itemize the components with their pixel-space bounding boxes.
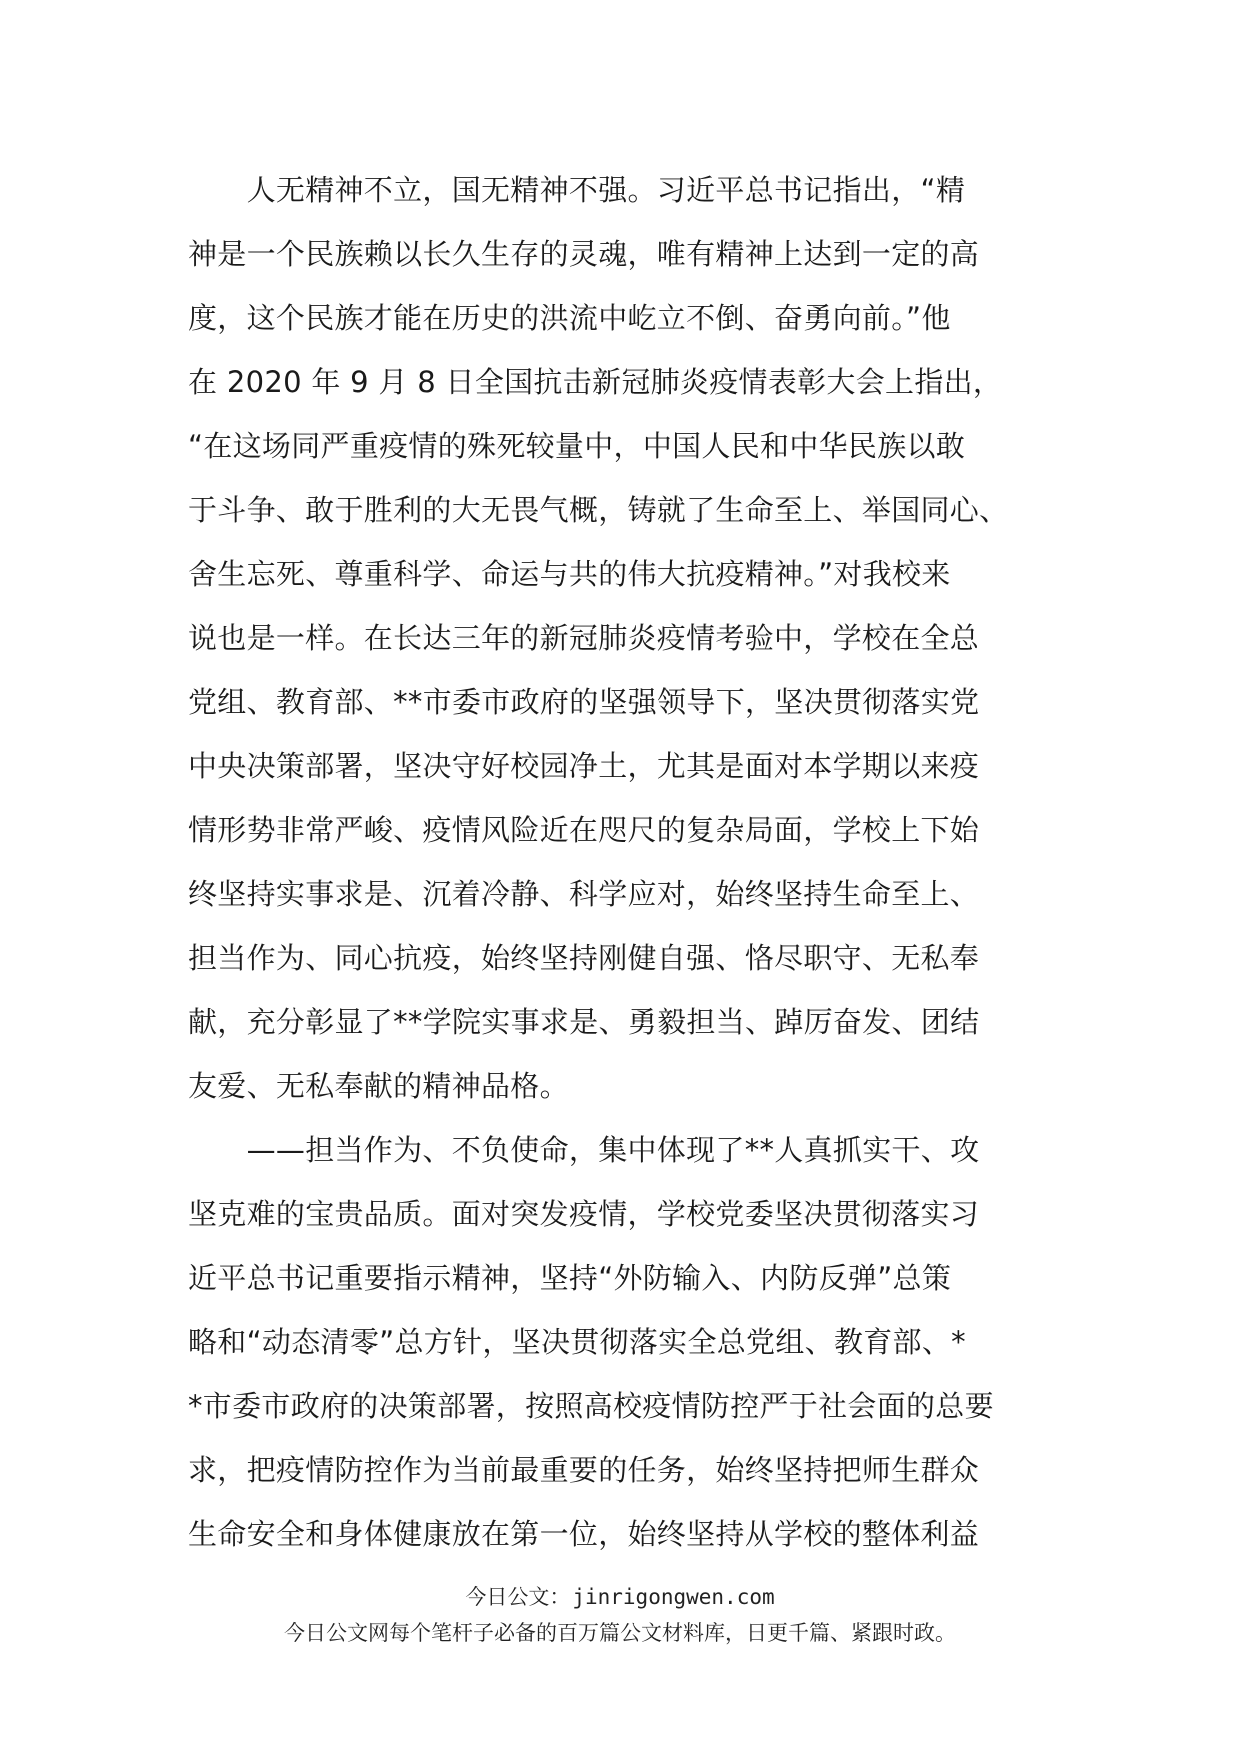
text-line: *市委市政府的决策部署，按照高校疫情防控严于社会面的总要 bbox=[188, 1389, 994, 1423]
text-line: 情形势非常严峻、疫情风险近在咫尺的复杂局面，学校上下始 bbox=[188, 813, 980, 847]
text-line: 求，把疫情防控作为当前最重要的任务，始终坚持把师生群众 bbox=[188, 1453, 980, 1487]
footer-source bbox=[0, 1581, 1240, 1611]
text-line: 友爱、无私奉献的精神品格。 bbox=[188, 1069, 569, 1103]
text-line: 献，充分彰显了**学院实事求是、勇毅担当、踔厉奋发、团结 bbox=[188, 1005, 980, 1039]
text-line: 略和“动态清零”总方针，坚决贯彻落实全总党组、教育部、* bbox=[188, 1325, 966, 1359]
footer-url-link[interactable]: jinrigongwen.com bbox=[572, 1585, 775, 1609]
text-line: 中央决策部署，坚决守好校园净土，尤其是面对本学期以来疫 bbox=[188, 749, 980, 783]
body-text bbox=[188, 158, 1054, 1566]
text-line: 神是一个民族赖以长久生存的灵魂，唯有精神上达到一定的高 bbox=[188, 237, 980, 271]
text-line: 在 2020 年 9 月 8 日全国抗击新冠肺炎疫情表彰大会上指出， bbox=[188, 365, 1003, 399]
text-line: 近平总书记重要指示精神，坚持“外防输入、内防反弹”总策 bbox=[188, 1261, 952, 1295]
text-line: 人无精神不立，国无精神不强。习近平总书记指出，“精 bbox=[188, 173, 966, 207]
text-line: 终坚持实事求是、沉着冷静、科学应对，始终坚持生命至上、 bbox=[188, 877, 980, 911]
text-line: 坚克难的宝贵品质。面对突发疫情，学校党委坚决贯彻落实习 bbox=[188, 1197, 980, 1231]
footer-tagline: 今日公文网每个笔杆子必备的百万篇公文材料库，日更千篇、紧跟时政。 bbox=[284, 1621, 956, 1645]
text-line: 舍生忘死、尊重科学、命运与共的伟大抗疫精神。”对我校来 bbox=[188, 557, 951, 591]
text-line: 于斗争、敢于胜利的大无畏气概，铸就了生命至上、举国同心、 bbox=[188, 493, 1009, 527]
text-line: ——担当作为、不负使命，集中体现了**人真抓实干、攻 bbox=[188, 1133, 980, 1167]
text-line: 生命安全和身体健康放在第一位，始终坚持从学校的整体利益 bbox=[188, 1517, 980, 1551]
text-line: 说也是一样。在长达三年的新冠肺炎疫情考验中，学校在全总 bbox=[188, 621, 980, 655]
text-line: “在这场同严重疫情的殊死较量中，中国人民和中华民族以敢 bbox=[188, 429, 966, 463]
text-line: 度，这个民族才能在历史的洪流中屹立不倒、奋勇向前。”他 bbox=[188, 301, 951, 335]
text-line: 担当作为、同心抗疫，始终坚持刚健自强、恪尽职守、无私奉 bbox=[188, 941, 980, 975]
text-line: 党组、教育部、**市委市政府的坚强领导下，坚决贯彻落实党 bbox=[188, 685, 980, 719]
footer-label: 今日公文： bbox=[465, 1585, 571, 1609]
